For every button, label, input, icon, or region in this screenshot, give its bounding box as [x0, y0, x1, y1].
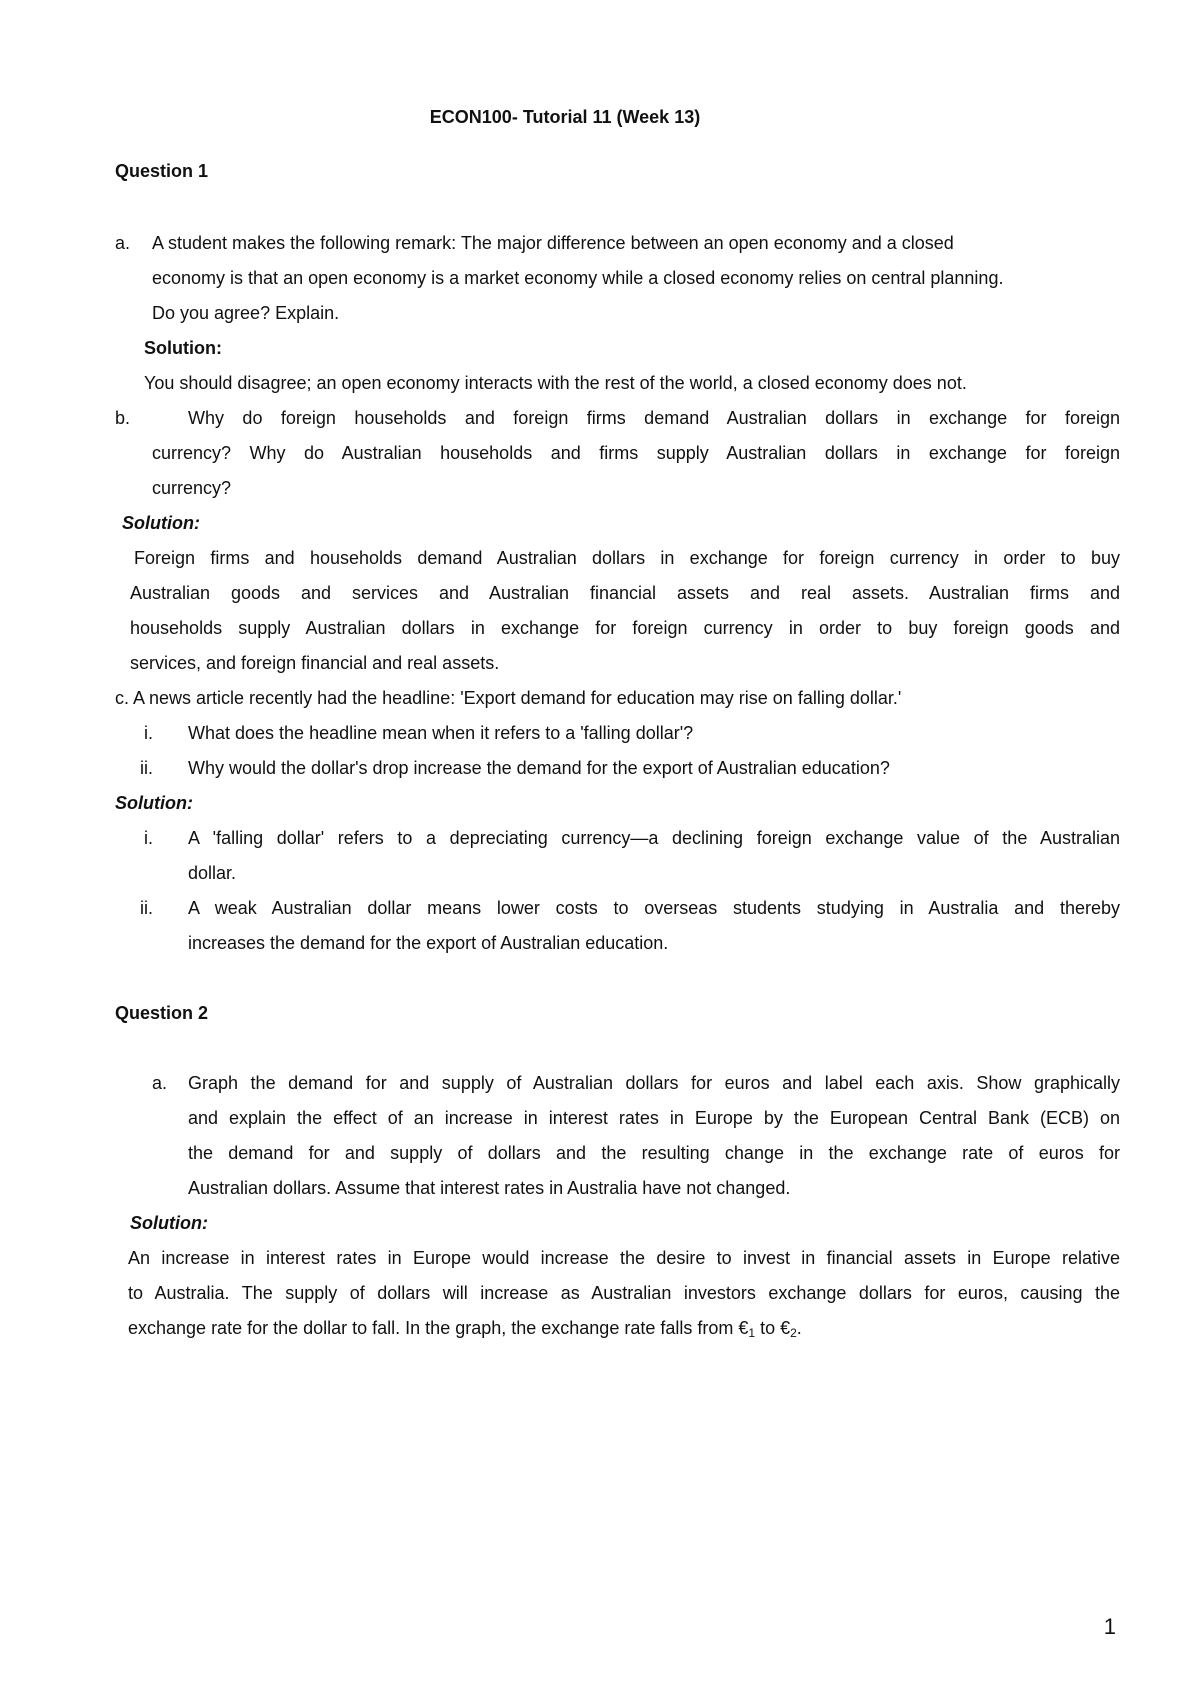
- q1b-solution-line-3: households supply Australian dollars in exchange for foreign currency in order to buy foreign goods and: [130, 618, 1120, 638]
- q2a-solution-line-3-start: exchange rate for the dollar to fall. In the graph, the exchange rate falls from €: [128, 1318, 749, 1338]
- q1c-intro: c. A news article recently had the headline: 'Export demand for education may rise on falling dollar.': [115, 688, 902, 708]
- q1c-solution-1-line-1: A 'falling dollar' refers to a depreciating currency—a declining foreign exchange value of the Australian: [188, 828, 1120, 848]
- q1b-solution-line-2: Australian goods and services and Australian financial assets and real assets. Australian firms and: [130, 583, 1120, 603]
- q1b-solution-label: Solution:: [122, 513, 200, 533]
- euro-subscript-1: 1: [748, 1326, 756, 1340]
- q1c-item-2-marker: ii.: [140, 758, 153, 778]
- q2a-solution-line-3-mid: to €: [755, 1318, 791, 1338]
- q2a-solution-label: Solution:: [130, 1213, 208, 1233]
- q2a-solution-line-1: An increase in interest rates in Europe would increase the desire to invest in financial assets in Europe relative: [128, 1248, 1120, 1268]
- q1c-solution-2-line-1: A weak Australian dollar means lower costs to overseas students studying in Australia and thereby: [188, 898, 1120, 918]
- q1c-item-2-text: Why would the dollar's drop increase the demand for the export of Australian education?: [188, 758, 890, 778]
- page-title: ECON100- Tutorial 11 (Week 13): [429, 107, 701, 127]
- q2a-marker: a.: [152, 1073, 168, 1093]
- q1a-marker: a.: [115, 233, 131, 253]
- q2a-solution-line-2: to Australia. The supply of dollars will increase as Australian investors exchange dollars for euros, causing the: [128, 1283, 1120, 1303]
- q1c-solution-2-line-2: increases the demand for the export of Australian education.: [188, 933, 669, 953]
- q2a-line-4: Australian dollars. Assume that interest rates in Australia have not changed.: [188, 1178, 791, 1198]
- q1c-item-1-text: What does the headline mean when it refers to a 'falling dollar'?: [188, 723, 694, 743]
- q1b-solution-line-4: services, and foreign financial and real assets.: [130, 653, 500, 673]
- q1c-item-1-marker: i.: [144, 723, 153, 743]
- q1b-line-1: Why do foreign households and foreign firms demand Australian dollars in exchange for foreign: [188, 408, 1120, 428]
- q1a-solution-text: You should disagree; an open economy interacts with the rest of the world, a closed economy does not.: [144, 373, 967, 393]
- q1a-solution-label: Solution:: [144, 338, 222, 358]
- q1a-line-3: Do you agree? Explain.: [152, 303, 340, 323]
- q1b-line-3: currency?: [152, 478, 232, 498]
- page-number: 1: [1103, 1614, 1116, 1639]
- q2a-line-2: and explain the effect of an increase in interest rates in Europe by the European Central Bank (ECB) on: [188, 1108, 1120, 1128]
- q1c-solution-label: Solution:: [115, 793, 193, 813]
- euro-subscript-2: 2: [790, 1326, 797, 1340]
- q1c-solution-1-line-2: dollar.: [188, 863, 237, 883]
- q1c-solution-1-marker: i.: [144, 828, 153, 848]
- q1c-solution-2-marker: ii.: [140, 898, 153, 918]
- q2a-line-3: the demand for and supply of dollars and the resulting change in the exchange rate of euros for: [188, 1143, 1120, 1163]
- q1b-line-2: currency? Why do Australian households and firms supply Australian dollars in exchange for foreign: [152, 443, 1120, 463]
- q1b-marker: b.: [115, 408, 131, 428]
- question-1-heading: Question 1: [115, 161, 209, 181]
- q2a-solution-line-3: [128, 1317, 802, 1339]
- q2a-line-1: Graph the demand for and supply of Australian dollars for euros and label each axis. Show graphically: [188, 1073, 1120, 1093]
- q1a-line-1: A student makes the following remark: The major difference between an open economy and a closed: [152, 233, 954, 253]
- q1b-solution-line-1: Foreign firms and households demand Australian dollars in exchange for foreign currency in order to buy: [134, 548, 1120, 568]
- q1a-line-2: economy is that an open economy is a market economy while a closed economy relies on central planning.: [152, 268, 1004, 288]
- q2a-solution-line-3-end: .: [796, 1318, 802, 1338]
- question-2-heading: Question 2: [115, 1003, 209, 1023]
